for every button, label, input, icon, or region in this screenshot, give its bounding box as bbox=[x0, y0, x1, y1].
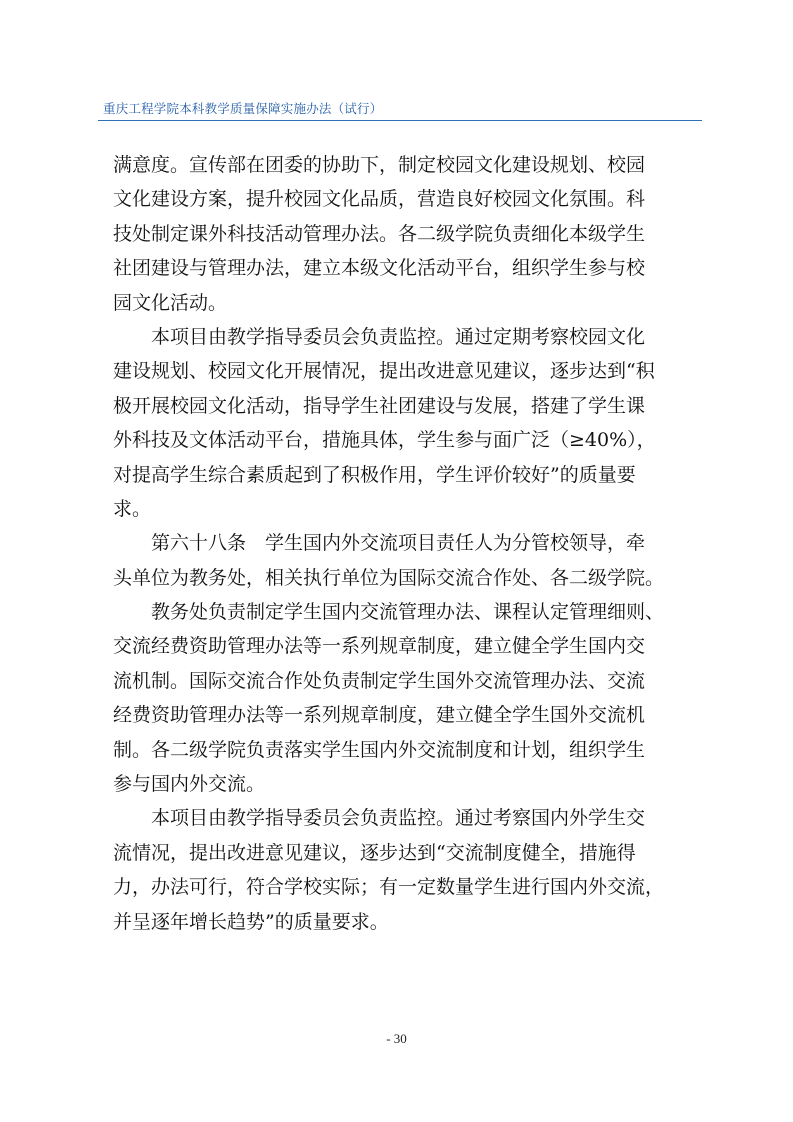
text-line: 流机制。国际交流合作处负责制定学生国外交流管理办法、交流 bbox=[113, 669, 646, 692]
document-header-title: 重庆工程学院本科教学质量保障实施办法（试行） bbox=[103, 101, 383, 116]
document-body bbox=[113, 148, 713, 939]
text-line: 并呈逐年增长趋势”的质量要求。 bbox=[113, 910, 389, 933]
text-line: 技处制定课外科技活动管理办法。各二级学院负责细化本级学生 bbox=[113, 222, 646, 245]
text-line: 本项目由教学指导委员会负责监控。通过定期考察校园文化 bbox=[113, 325, 646, 348]
text-line: 园文化活动。 bbox=[113, 291, 228, 314]
text-line: 建设规划、校园文化开展情况，提出改进意见建议，逐步达到“积 bbox=[113, 360, 655, 383]
text-line: 对提高学生综合素质起到了积极作用，学生评价较好”的质量要 bbox=[113, 463, 636, 486]
text-line: 头单位为教务处，相关执行单位为国际交流合作处、各二级学院。 bbox=[113, 566, 665, 589]
text-line: 第六十八条 学生国内外交流项目责任人为分管校领导，牵 bbox=[113, 532, 646, 555]
text-line: 本项目由教学指导委员会负责监控。通过考察国内外学生交 bbox=[113, 807, 646, 830]
text-line: 教务处负责制定学生国内交流管理办法、课程认定管理细则、 bbox=[113, 601, 665, 624]
text-line: 极开展校园文化活动，指导学生社团建设与发展，搭建了学生课 bbox=[113, 394, 646, 417]
text-line: 力，办法可行，符合学校实际；有一定数量学生进行国内外交流， bbox=[113, 876, 665, 899]
text-line: 参与国内外交流。 bbox=[113, 773, 266, 796]
text-line: 流情况，提出改进意见建议，逐步达到“交流制度健全，措施得 bbox=[113, 841, 636, 864]
text-line: 求。 bbox=[113, 497, 152, 520]
page-number: - 30 bbox=[386, 1031, 407, 1046]
header-divider bbox=[98, 120, 702, 121]
text-line: 外科技及文体活动平台，措施具体，学生参与面广泛（≥40%）， bbox=[113, 429, 656, 452]
text-line: 社团建设与管理办法，建立本级文化活动平台，组织学生参与校 bbox=[113, 257, 646, 280]
text-line: 制。各二级学院负责落实学生国内外交流制度和计划，组织学生 bbox=[113, 738, 646, 761]
text-line: 文化建设方案，提升校园文化品质，营造良好校园文化氛围。科 bbox=[113, 188, 646, 211]
text-line: 经费资助管理办法等一系列规章制度，建立健全学生国外交流机 bbox=[113, 704, 646, 727]
text-line: 满意度。宣传部在团委的协助下，制定校园文化建设规划、校园 bbox=[113, 154, 646, 176]
text-line: 交流经费资助管理办法等一系列规章制度，建立健全学生国内交 bbox=[113, 635, 646, 658]
